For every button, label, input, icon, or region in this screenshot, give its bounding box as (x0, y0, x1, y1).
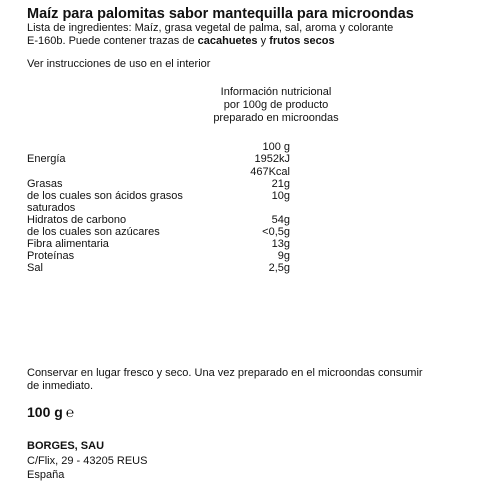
allergen-cacahuetes: cacahuetes (197, 35, 258, 47)
product-title: Maíz para palomitas sabor mantequilla para microondas (27, 6, 414, 22)
nutrition-label: Sal (27, 262, 43, 274)
nutrition-value: 9g (277, 250, 290, 262)
nutrition-value: 13g (271, 238, 290, 250)
nutrition-value: 21g (271, 178, 290, 190)
ingredients-line-1: Lista de ingredientes: Maíz, grasa vegetal de palma, sal, aroma y colorante (27, 22, 394, 34)
nutrition-value: 467Kcal (250, 166, 290, 178)
nutrition-value: 10g (271, 190, 290, 202)
nutrition-value: 54g (271, 214, 290, 226)
nutrition-value: 2,5g (268, 262, 290, 274)
nutrition-label: de los cuales son ácidos grasos (27, 190, 183, 202)
conservation-line-1: Conservar en lugar fresco y seco. Una vez preparado en el microondas consumir (27, 367, 423, 379)
ingredients-connector: y (257, 35, 270, 47)
net-weight (27, 404, 74, 420)
ingredients-text: E-160b. Puede contener trazas de (27, 35, 198, 47)
nutrition-value: 1952kJ (254, 153, 290, 165)
instructions-note: Ver instrucciones de uso en el interior (27, 58, 211, 70)
company-address: C/Flix, 29 - 43205 REUS (27, 455, 148, 467)
nutrition-header-line: Información nutricional (220, 86, 332, 98)
nutrition-label: Energía (27, 153, 66, 165)
nutrition-label: Fibra alimentaria (27, 238, 109, 250)
company-name: BORGES, SAU (27, 440, 105, 452)
nutrition-column-header: 100 g (262, 141, 290, 153)
conservation-line-2: de inmediato. (27, 380, 94, 392)
nutrition-label: Grasas (27, 178, 63, 190)
nutrition-header-line: por 100g de producto (223, 99, 329, 111)
nutrition-label: Proteínas (27, 250, 75, 262)
nutrition-label: Hidratos de carbono (27, 214, 127, 226)
net-weight-value: 100 g (27, 404, 63, 420)
nutrition-label: saturados (27, 202, 76, 214)
nutrition-header-line: preparado en microondas (213, 112, 339, 124)
estimated-sign-icon: ℮ (65, 404, 75, 420)
allergen-frutos-secos: frutos secos (269, 35, 335, 47)
nutrition-label: de los cuales son azúcares (27, 226, 160, 238)
company-country: España (27, 469, 65, 481)
ingredients-line-2 (27, 35, 335, 48)
nutrition-value: <0,5g (262, 226, 290, 238)
nutrition-header (196, 86, 356, 125)
